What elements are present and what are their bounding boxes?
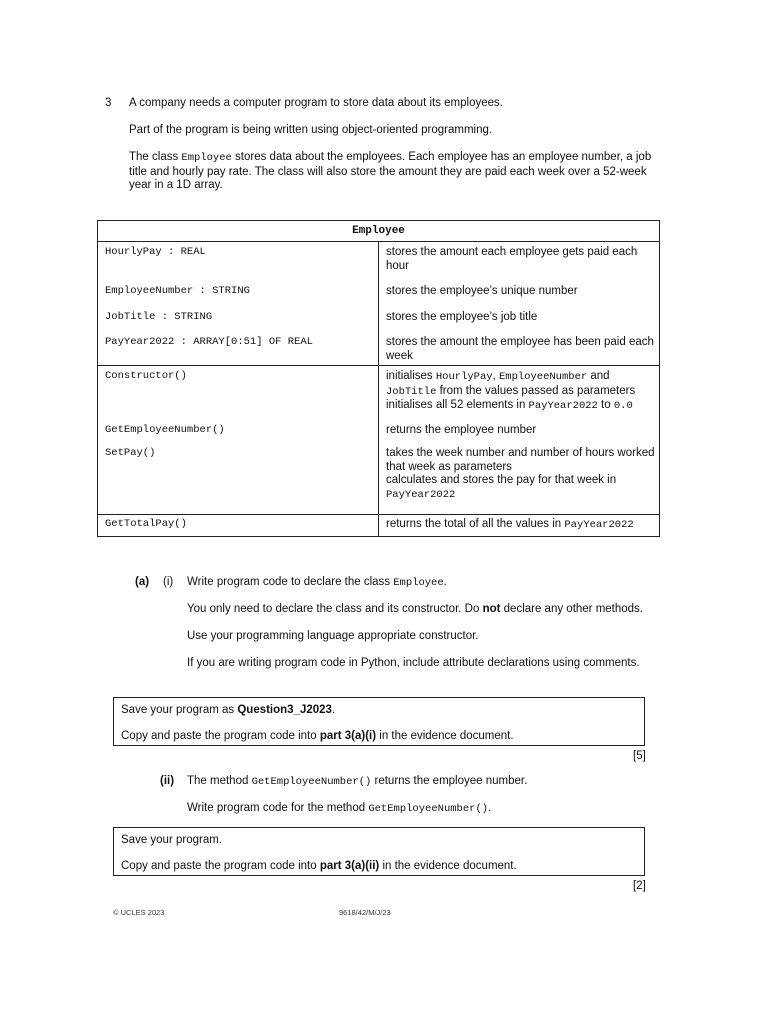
part-a-line1 bbox=[187, 576, 447, 591]
constructor-c5: 0.0 bbox=[613, 400, 633, 412]
attr-name: PayYear2022 : ARRAY[0:51] OF REAL bbox=[105, 336, 313, 348]
method-desc: returns the employee number bbox=[386, 423, 537, 436]
aii-line2-post: . bbox=[488, 802, 492, 814]
box1-save-pre: Save your program as bbox=[121, 704, 238, 716]
method-name: GetTotalPay() bbox=[105, 518, 187, 530]
box-save-line: Save your program. bbox=[121, 834, 222, 846]
attr-desc: stores the amount each employee gets paid each hour bbox=[386, 246, 638, 272]
box-copy-line bbox=[121, 730, 636, 744]
constructor-c4: PayYear2022 bbox=[528, 400, 598, 412]
attr-name: EmployeeNumber : STRING bbox=[105, 285, 250, 297]
attr-name: JobTitle : STRING bbox=[105, 310, 213, 323]
setpay-c1: PayYear2022 bbox=[386, 488, 456, 501]
table-row bbox=[98, 441, 660, 515]
aii-line2-pre: Write program code for the method bbox=[187, 802, 369, 814]
part-a-label: (a) bbox=[135, 576, 150, 588]
question-number: 3 bbox=[105, 97, 112, 109]
constructor-t4: from the values passed as parameters bbox=[436, 384, 636, 397]
method-desc bbox=[386, 515, 655, 536]
table-row bbox=[98, 515, 660, 537]
marks-a-ii: [2] bbox=[633, 880, 646, 892]
a-line1-pre: Write program code to declare the class bbox=[187, 576, 394, 588]
box2-copy-post: in the evidence document. bbox=[379, 859, 517, 872]
constructor-t3: and bbox=[587, 370, 610, 382]
question-intro: A company needs a computer program to store data about its employees. bbox=[129, 97, 503, 109]
part-aii-line2 bbox=[187, 802, 491, 817]
table-row bbox=[98, 366, 660, 418]
setpay-t1: takes the week number and number of hours worked that week as parameters bbox=[386, 447, 655, 473]
constructor-t5: initialises all 52 elements in bbox=[386, 399, 529, 411]
table-row bbox=[98, 242, 660, 278]
table-row bbox=[98, 303, 660, 329]
method-desc bbox=[386, 441, 655, 514]
employee-class-table bbox=[97, 220, 660, 537]
part-a-line3: Use your programming language appropriate constructor. bbox=[187, 630, 479, 642]
class-description bbox=[129, 151, 659, 193]
instruction-box-a-ii bbox=[113, 827, 645, 876]
setpay-t2: calculates and stores the pay for that week in bbox=[386, 474, 617, 486]
gettotal-t1: returns the total of all the values in bbox=[386, 518, 565, 530]
instruction-box-a-i bbox=[113, 697, 645, 746]
method-desc bbox=[386, 366, 655, 418]
a-line2-bold: not bbox=[482, 603, 501, 615]
box2-copy-pre: Copy and paste the program code into bbox=[121, 859, 320, 872]
box1-copy-post: in the evidence document. bbox=[376, 729, 514, 742]
method-name: Constructor() bbox=[105, 370, 187, 382]
table-row bbox=[98, 418, 660, 442]
part-a-line2 bbox=[187, 603, 643, 617]
aii-line1-code: GetEmployeeNumber() bbox=[251, 776, 372, 788]
constructor-c1: HourlyPay bbox=[435, 371, 493, 383]
box-copy-line bbox=[121, 860, 636, 874]
aii-line1-pre: The method bbox=[187, 775, 252, 787]
constructor-c2: EmployeeNumber bbox=[498, 371, 588, 383]
attr-name: HourlyPay : REAL bbox=[105, 246, 206, 258]
constructor-t6: to bbox=[597, 399, 614, 411]
box2-copy-bold: part 3(a)(ii) bbox=[319, 859, 380, 872]
attr-desc: stores the employee’s unique number bbox=[386, 285, 578, 297]
gettotal-c1: PayYear2022 bbox=[564, 519, 634, 531]
a-line2-pre: You only need to declare the class and its constructor. Do bbox=[187, 603, 483, 615]
part-a-line4: If you are writing program code in Python, include attribute declarations using comments. bbox=[187, 657, 640, 669]
part-a-i-label: (i) bbox=[163, 576, 174, 588]
box1-copy-pre: Copy and paste the program code into bbox=[121, 729, 320, 742]
box-save-line bbox=[121, 704, 636, 718]
table-header: Employee bbox=[98, 221, 660, 242]
attr-desc: stores the employee’s job title bbox=[386, 310, 538, 323]
method-name: SetPay() bbox=[105, 447, 156, 459]
constructor-t2: , bbox=[492, 370, 499, 382]
aii-line1-post: returns the employee number. bbox=[371, 775, 528, 787]
box1-save-bold: Question3_J2023 bbox=[237, 704, 332, 716]
box1-copy-bold: part 3(a)(i) bbox=[319, 729, 377, 742]
part-aii-line1 bbox=[187, 775, 527, 790]
class-desc-name: Employee bbox=[181, 152, 232, 164]
question-part-text: Part of the program is being written using object-oriented programming. bbox=[129, 124, 493, 136]
footer-copyright: © UCLES 2023 bbox=[113, 908, 165, 917]
part-a-ii-label: (ii) bbox=[160, 775, 175, 787]
marks-a-i: [5] bbox=[633, 750, 646, 762]
footer-paper-code: 9618/42/M/J/23 bbox=[339, 908, 391, 917]
a-line1-post: . bbox=[443, 576, 447, 588]
method-name: GetEmployeeNumber() bbox=[105, 423, 225, 436]
aii-line2-code: GetEmployeeNumber() bbox=[368, 803, 489, 815]
class-desc-post: stores data about the employees. Each employee has an employee number, a job title and hourly pay rate. The class will also store the amount they are paid each week over a 52-week year in a 1D array. bbox=[129, 151, 652, 191]
table-row bbox=[98, 328, 660, 366]
constructor-c3: JobTitle bbox=[386, 385, 437, 398]
box1-save-post: . bbox=[331, 704, 336, 716]
a-line2-post: declare any other methods. bbox=[500, 603, 644, 615]
class-desc-pre: The class bbox=[129, 151, 182, 163]
attr-desc: stores the amount the employee has been paid each week bbox=[386, 336, 654, 362]
a-line1-code: Employee bbox=[393, 577, 444, 589]
constructor-t1: initialises bbox=[386, 370, 436, 382]
table-row bbox=[98, 277, 660, 303]
